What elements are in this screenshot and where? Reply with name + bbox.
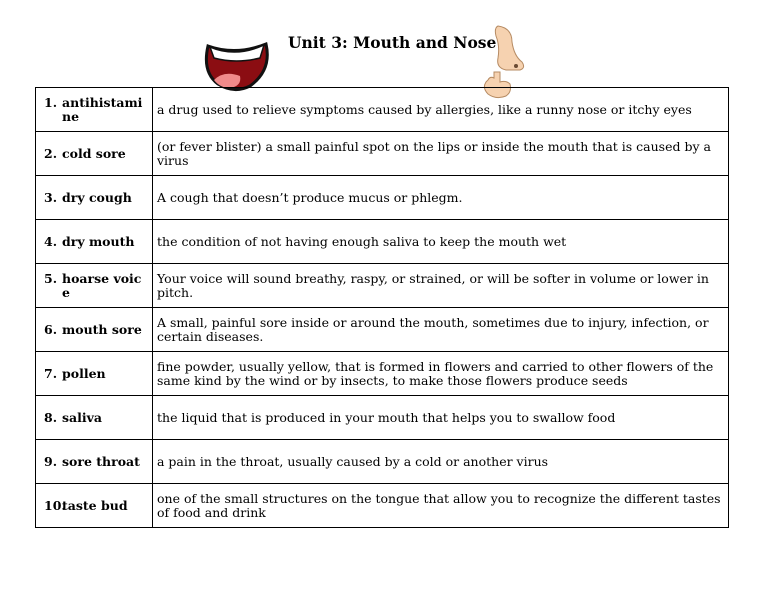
term-label: mouth sore [62, 321, 142, 337]
term-cell [36, 352, 153, 396]
definition-cell: a pain in the throat, usually caused by a cold or another virus [153, 440, 729, 484]
term-number: 1. [44, 94, 58, 110]
term-label: antihistamine [62, 94, 143, 124]
term-number: 8. [44, 409, 58, 425]
term-label: dry cough [62, 189, 132, 205]
term-number: 3. [44, 189, 58, 205]
term-number: 10. [44, 497, 66, 513]
table-row [36, 132, 729, 176]
term-number: 4. [44, 233, 58, 249]
definition-cell: a drug used to relieve symptoms caused by allergies, like a runny nose or itchy eyes [153, 88, 729, 132]
term-number: 2. [44, 145, 58, 161]
definition-cell: (or fever blister) a small painful spot on the lips or inside the mouth that is caused by a virus [153, 132, 729, 176]
term-label: cold sore [62, 145, 126, 161]
term-cell [36, 264, 153, 308]
table-row [36, 484, 729, 528]
term-label: sore throat [62, 453, 140, 469]
table-row [36, 352, 729, 396]
term-label: saliva [62, 409, 102, 425]
term-cell [36, 440, 153, 484]
table-row [36, 88, 729, 132]
table-row [36, 308, 729, 352]
table-row [36, 176, 729, 220]
term-label: hoarse voice [62, 270, 142, 300]
definition-cell: A cough that doesn’t produce mucus or phlegm. [153, 176, 729, 220]
definition-cell: one of the small structures on the tongue that allow you to recognize the different tastes of food and drink [153, 484, 729, 528]
term-cell [36, 308, 153, 352]
term-number: 7. [44, 365, 58, 381]
definition-cell: the liquid that is produced in your mouth that helps you to swallow food [153, 396, 729, 440]
table-row [36, 440, 729, 484]
vocabulary-table [35, 87, 729, 528]
term-cell [36, 396, 153, 440]
mouth-illustration [200, 34, 272, 92]
term-cell [36, 132, 153, 176]
term-label: taste bud [62, 497, 128, 513]
term-number: 9. [44, 453, 58, 469]
term-number: 5. [44, 270, 58, 286]
table-row [36, 396, 729, 440]
definition-cell: Your voice will sound breathy, raspy, or strained, or will be softer in volume or lower in pitch. [153, 264, 729, 308]
definition-cell: the condition of not having enough saliva to keep the mouth wet [153, 220, 729, 264]
term-label: dry mouth [62, 233, 135, 249]
table-row [36, 220, 729, 264]
definition-cell: A small, painful sore inside or around the mouth, sometimes due to injury, infection, or certain diseases. [153, 308, 729, 352]
term-label: pollen [62, 365, 106, 381]
term-number: 6. [44, 321, 58, 337]
term-cell [36, 176, 153, 220]
term-cell [36, 220, 153, 264]
definition-cell: fine powder, usually yellow, that is formed in flowers and carried to other flowers of the same kind by the wind or by insects, to make those flowers produce seeds [153, 352, 729, 396]
term-cell [36, 484, 153, 528]
page-title: Unit 3: Mouth and Nose [288, 33, 497, 52]
table-row [36, 264, 729, 308]
term-cell [36, 88, 153, 132]
